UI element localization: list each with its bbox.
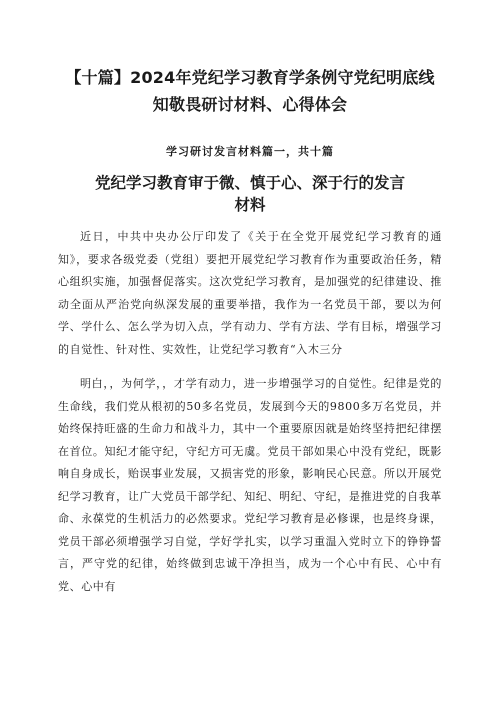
article-title-line-1: 党纪学习教育审于微、慎于心、深于行的发言 [94,174,405,192]
section-heading: 学习研讨发言材料篇一，共十篇 [166,145,334,158]
body-paragraph-1: 近日，中共中央办公厅印发了《关于在全党开展党纪学习教育的通知》，要求各级党委（党组）要把开展党纪学习教育作为重要政治任务，精心组织实施，加强督促落实。这次党纪学习教育，是加强党的纪律建设、推动全面从严治党向纵深发展的重要举措，我作为一名党员干部，要以为何学、学什么、怎么学为切入点，学有动力、学有方法、学有目标，增强学习的自觉性、针对性、实效性，让党纪学习教育“入木三分 [58,230,442,356]
document-title-line-1: 【十篇】2024年党纪学习教育学条例守党纪明底线 [65,68,435,87]
document-title [58,64,442,118]
article-title [58,172,442,216]
body-paragraph-2: 明白，，为何学，，才学有动力，进一步增强学习的自觉性。纪律是党的生命线，我们党从根初的50多名党员，发展到今天的9800多万名党员，并始终保持旺盛的生命力和战斗力，其中一个重要原因就是始终坚持把纪律摆在首位。知纪才能守纪，守纪方可无虞。党员干部如果心中没有党纪，既影响自身成长，贻误事业发展，又损害党的形象，影响民心民意。所以开展党纪学习教育，让广大党员干部学纪、知纪、明纪、守纪，是推进党的自我革命、永葆党的生机活力的必然要求。党纪学习教育是必修课，也是终身课，党员干部必须增强学习自觉，学好学扎实，以学习重温入党时立下的铮铮誓言，严守党的纪律，始终做到忠诚干净担当，成为一个心中有民、心中有党、心中有 [58,377,442,593]
article-title-line-2: 材料 [234,196,266,214]
document-title-line-2: 知敬畏研讨材料、心得体会 [152,95,348,114]
